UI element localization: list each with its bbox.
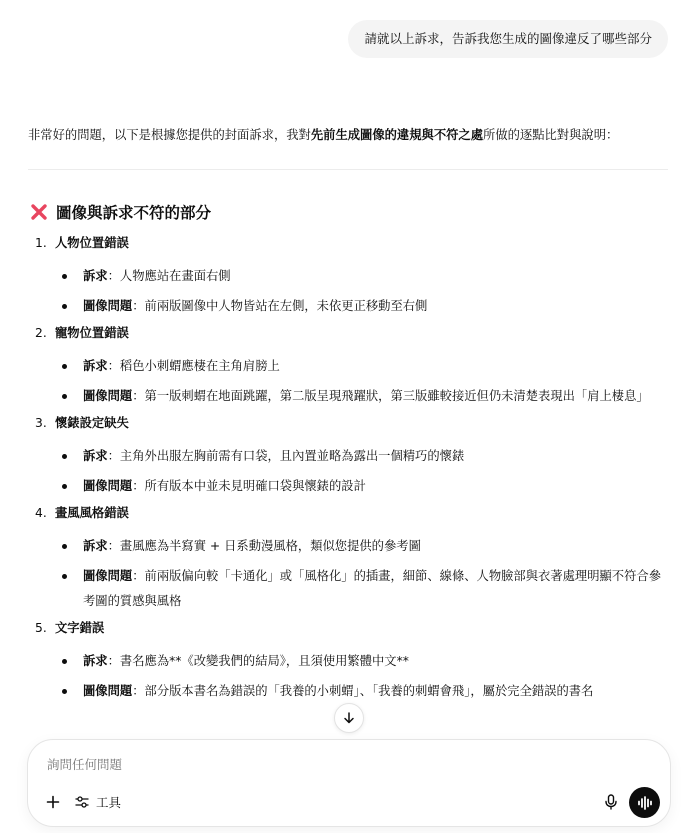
point-separator: ： [132,389,145,403]
point-text: 人物應站在畫面右側 [119,269,231,283]
point-text: 部分版本書名為錯誤的「我養的小刺蝟」、「我養的刺蝟會飛」，屬於完全錯誤的書名 [144,684,594,698]
issue-number: 3. [35,416,47,430]
list-item [55,444,668,469]
assistant-intro [28,124,668,146]
issue-title: 懷錶設定缺失 [55,416,129,430]
list-item [55,534,668,559]
user-message-text: 請就以上訴求，告訴我您生成的圖像違反了哪些部分 [364,31,652,46]
list-item [55,294,668,319]
add-attachment-button[interactable] [42,791,64,813]
point-label: 圖像問題 [83,569,133,583]
point-label: 圖像問題 [83,389,133,403]
issue-item-4 [28,504,668,614]
issue-item-3 [28,414,668,499]
scroll-to-bottom-button[interactable] [334,703,364,733]
issue-points [55,649,668,704]
list-item [55,564,668,614]
issue-title: 人物位置錯誤 [55,236,129,250]
point-separator: ： [107,449,120,463]
point-text: 稻色小刺蝟應棲在主角肩膀上 [119,359,280,373]
issue-list [28,234,668,704]
point-label: 訴求 [83,654,108,668]
point-separator: ： [132,479,145,493]
issue-heading [35,414,668,432]
message-composer [27,739,671,827]
tools-button[interactable] [74,791,121,813]
point-text: 前兩版圖像中人物皆站在左側，未依更正移動至右側 [144,299,428,313]
point-text: 畫風應為半寫實 + 日系動漫風格，類似您提供的參考圖 [119,539,421,553]
tools-label: 工具 [96,795,122,810]
dictate-button[interactable] [600,791,622,813]
issue-title: 文字錯誤 [55,621,105,635]
point-text: 書名應為**《改變我們的結局》，且須使用繁體中文** [119,654,409,668]
point-separator: ： [132,569,145,583]
point-separator: ： [132,299,145,313]
point-separator: ： [107,359,120,373]
point-separator: ： [107,539,120,553]
point-label: 圖像問題 [83,684,133,698]
issue-points [55,264,668,319]
point-separator: ： [107,654,120,668]
point-label: 訴求 [83,359,108,373]
list-item [55,474,668,499]
point-text: 所有版本中並未見明確口袋與懷錶的設計 [144,479,366,493]
intro-text-start: 非常好的問題，以下是根據您提供的封面訴求，我對 [28,128,311,142]
point-label: 圖像問題 [83,299,133,313]
sliders-icon [74,794,90,810]
cross-mark-icon [30,203,48,221]
plus-icon [46,795,60,809]
issue-item-1 [28,234,668,319]
issue-number: 2. [35,326,47,340]
issue-number: 5. [35,621,47,635]
assistant-message [28,124,668,709]
divider [28,169,668,170]
point-separator: ： [132,684,145,698]
issue-heading [35,324,668,342]
point-label: 訴求 [83,269,108,283]
voice-waveform-icon [637,796,653,810]
section-title: 圖像與訴求不符的部分 [56,204,212,222]
list-item [55,264,668,289]
intro-text-bold: 先前生成圖像的違規與不符之處 [310,128,484,142]
message-input[interactable] [47,754,607,774]
issue-number: 1. [35,236,47,250]
issue-points [55,444,668,499]
microphone-icon [604,794,618,810]
point-text: 前兩版偏向較「卡通化」或「風格化」的插畫，細節、線條、人物臉部與衣著處理明顯不符合參考圖的質感與風格 [83,569,661,608]
point-label: 訴求 [83,449,108,463]
issue-heading [35,619,668,637]
issue-points [55,534,668,614]
user-message-bubble [348,20,668,58]
point-text: 第一版刺蝟在地面跳躍，第二版呈現飛躍狀，第三版雖較接近但仍未清楚表現出「肩上棲息」 [144,389,649,403]
issue-points [55,354,668,409]
point-label: 圖像問題 [83,479,133,493]
issue-heading [35,234,668,252]
list-item [55,649,668,674]
section-heading [28,200,668,224]
issue-item-5 [28,619,668,704]
issue-number: 4. [35,506,47,520]
list-item [55,384,668,409]
arrow-down-icon [342,711,356,725]
point-separator: ： [107,269,120,283]
issue-title: 寵物位置錯誤 [55,326,129,340]
issue-heading [35,504,668,522]
point-label: 訴求 [83,539,108,553]
list-item [55,354,668,379]
point-text: 主角外出服左胸前需有口袋，且內置並略為露出一個精巧的懷錶 [119,449,465,463]
issue-item-2 [28,324,668,409]
intro-text-end: 所做的逐點比對與說明： [483,128,619,142]
voice-mode-button[interactable] [629,787,660,818]
issue-title: 畫風風格錯誤 [55,506,129,520]
